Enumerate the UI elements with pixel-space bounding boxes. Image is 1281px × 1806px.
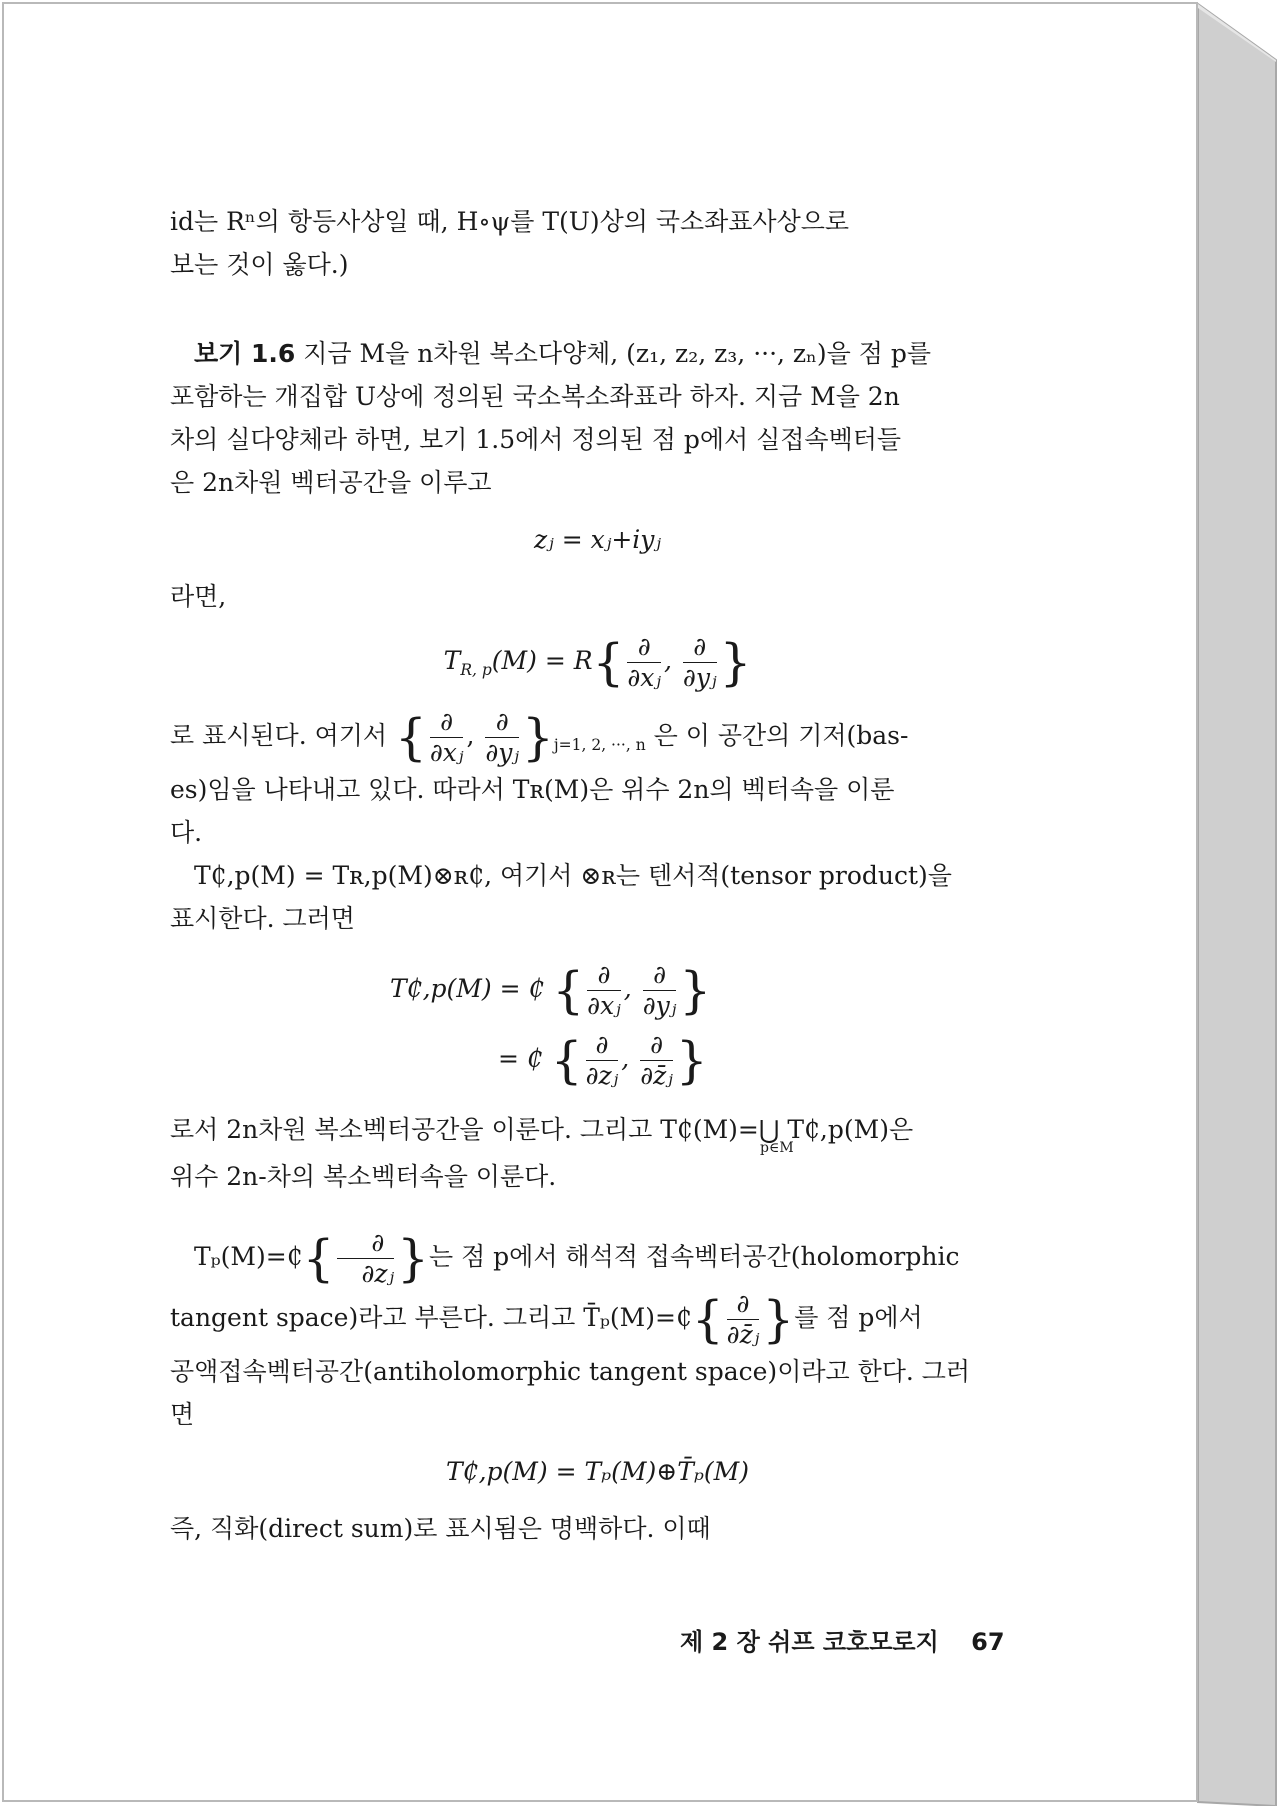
equation-4: T₵,p(M) = Tₚ(M)⊕T̄ₚ(M) bbox=[446, 1457, 749, 1486]
fraction: $\frac{\partial}{\text{∂z̄ⱼ}}$ bbox=[640, 1030, 673, 1090]
text-line: id는 Rⁿ의 항등사상일 때, H∘ψ를 T(U)상의 국소좌표사상으로 bbox=[170, 207, 850, 236]
fraction: $\frac{\partial}{\text{∂yⱼ}}$ bbox=[682, 632, 717, 692]
page-footer bbox=[680, 1622, 1005, 1657]
fraction: $\frac{\partial}{\text{∂xⱼ}}$ bbox=[587, 960, 621, 1020]
union-subscript: p∈M bbox=[760, 1140, 794, 1156]
eq-symbol: T bbox=[443, 646, 461, 675]
fraction: $\frac{\partial}{\text{∂zⱼ}}$ bbox=[337, 1228, 394, 1289]
text-line: 은 2n차원 벡터공간을 이루고 bbox=[170, 468, 492, 497]
page-number: 67 bbox=[971, 1628, 1005, 1656]
text-line: Tₚ(M)=₵{ $\frac{\partial}{\text{∂zⱼ}}$ }는 점 p에서 해석적 접속벡터공간(holomorphic bbox=[194, 1228, 960, 1288]
text-line: 면 bbox=[170, 1400, 195, 1429]
chapter-title: 제 2 장 쉬프 코호모로지 bbox=[680, 1628, 939, 1656]
text-line: 보는 것이 옳다.) bbox=[170, 250, 349, 279]
text-segment: 는 점 p에서 해석적 접속벡터공간(holomorphic bbox=[428, 1242, 960, 1271]
fraction: $\frac{\partial}{\text{∂xⱼ}}$ bbox=[627, 632, 661, 692]
text-line: es)임을 나타내고 있다. 따라서 Tʀ(M)은 위수 2n의 벡터속을 이룬 bbox=[170, 775, 895, 804]
text-segment: Tₚ(M)=₵ bbox=[194, 1242, 303, 1271]
text-line: 차의 실다양체라 하면, 보기 1.5에서 정의된 점 p에서 실접속벡터들 bbox=[170, 425, 902, 454]
eq-symbol: (M) = R bbox=[491, 646, 593, 675]
text-line: 라면, bbox=[170, 582, 227, 611]
example-label: 보기 1.6 bbox=[194, 339, 296, 368]
equation-1: zⱼ = xⱼ+iyⱼ bbox=[534, 525, 661, 554]
page-body bbox=[170, 200, 1025, 1550]
equation-3: T₵,p(M) = ₵ { $\frac{\partial}{\text{∂xⱼ}}$ , $\frac{\partial}{\text{∂yⱼ}}$ } = ₵ { $\frac{\partial}{\text{∂zⱼ}}$ , $\frac{\partial}{\text{∂z̄ⱼ}}$ } bbox=[390, 960, 712, 1090]
fraction: $\frac{\partial}{\text{∂xⱼ}}$ bbox=[429, 707, 464, 767]
equation-2: $T_{R, p}(M) = R${ $\frac{\partial}{\text{∂xⱼ}}$ , $\frac{\partial}{\text{∂yⱼ}}$ } bbox=[443, 632, 752, 692]
text-line: 로 표시된다. 여기서 { $\frac{\partial}{\text{∂xⱼ}}$ , $\frac{\partial}{\text{∂yⱼ}}$ }$_{j=1, 2, \cdot\cdot\cdot, n}$ 은 이 공간의 기저(bas- bbox=[170, 707, 909, 767]
text-segment: 를 점 p에서 bbox=[794, 1303, 923, 1332]
text-line: 로서 2n차원 복소벡터공간을 이룬다. 그리고 T₵(M)=⋃ T₵,p(M)은 bbox=[170, 1115, 914, 1144]
text-segment: 로 표시된다. 여기서 bbox=[170, 721, 388, 750]
text-segment: 은 이 공간의 기저(bas- bbox=[653, 721, 909, 750]
text-line: tangent space)라고 부른다. 그리고 T̄ₚ(M)=₵{ $\frac{\partial}{\text{∂z̄ⱼ}}$ }를 점 p에서 bbox=[170, 1289, 923, 1349]
eq-subscript: R, p bbox=[460, 661, 492, 679]
text-segment: tangent space)라고 부른다. 그리고 T̄ₚ(M)=₵ bbox=[170, 1303, 692, 1332]
fraction: $\frac{\partial}{\text{∂yⱼ}}$ bbox=[485, 707, 520, 767]
text-line: 다. bbox=[170, 818, 203, 847]
fraction: $\frac{\partial}{\text{∂z̄ⱼ}}$ bbox=[726, 1289, 760, 1349]
text-line: 지금 M을 n차원 복소다양체, (z₁, z₂, z₃, ···, zₙ)을 점 p를 bbox=[303, 339, 932, 368]
text-line: 공액접속벡터공간(antiholomorphic tangent space)이라고 한다. 그러 bbox=[170, 1357, 971, 1386]
eq-subscript: j=1, 2, ···, n bbox=[553, 736, 646, 754]
text-line: 위수 2n-차의 복소벡터속을 이룬다. bbox=[170, 1162, 557, 1191]
text-line: 표시한다. 그러면 bbox=[170, 904, 355, 933]
eq-symbol: = ₵ bbox=[498, 1044, 543, 1073]
text-line: T₵,p(M) = Tʀ,p(M)⊗ʀ₵, 여기서 ⊗ʀ는 텐서적(tensor product)을 bbox=[194, 861, 952, 890]
text-line: 포함하는 개집합 U상에 정의된 국소복소좌표라 하자. 지금 M을 2n bbox=[170, 382, 900, 411]
eq-symbol: T₵,p(M) = ₵ bbox=[390, 974, 545, 1003]
text-line: 즉, 직화(direct sum)로 표시됨은 명백하다. 이때 bbox=[170, 1514, 711, 1543]
fraction: $\frac{\partial}{\text{∂zⱼ}}$ bbox=[585, 1030, 619, 1090]
example-paragraph bbox=[170, 332, 1025, 375]
fraction: $\frac{\partial}{\text{∂yⱼ}}$ bbox=[642, 960, 677, 1020]
